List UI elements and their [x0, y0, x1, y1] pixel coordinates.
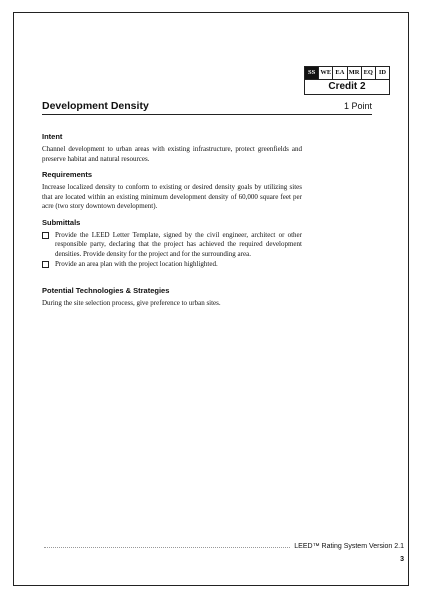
category-eq: EQ [362, 67, 376, 79]
submittal-item [42, 260, 302, 270]
category-id: ID [378, 69, 387, 76]
category-ss: SS [305, 67, 319, 79]
submittal-item [42, 231, 302, 260]
category-we: WE [319, 67, 333, 79]
credit-title-row [42, 100, 372, 115]
intent-heading: Intent [42, 132, 63, 141]
credit-label: Credit 2 [328, 81, 366, 92]
intent-text: Channel development to urban areas with existing infrastructure, protect greenfields and preserve habitat and natural resources. [42, 145, 302, 163]
footer-version: LEED™ Rating System Version 2.1 [290, 543, 404, 550]
category-mr: MR [348, 67, 362, 79]
submittal-item-text: Provide the LEED Letter Template, signed by the civil engineer, architect or other responsible party, declaring that the project has achieved the required development densities. Provide density for the project and for the surrounding area. [55, 230, 302, 258]
category-ea: EA [333, 67, 347, 79]
credit-title: Development Density [42, 100, 149, 112]
page-number: 3 [400, 556, 404, 563]
strategies-text: During the site selection process, give preference to urban sites. [42, 298, 221, 307]
credit-points: 1 Point [343, 101, 372, 111]
submittals-list [42, 231, 302, 270]
checkbox-icon [42, 261, 49, 268]
category-row [305, 67, 389, 80]
credit-category-box [304, 66, 390, 95]
credit-content [42, 132, 302, 314]
submittals-heading: Submittals [42, 217, 81, 227]
submittal-item-text: Provide an area plan with the project location highlighted. [55, 260, 218, 268]
strategies-heading: Potential Technologies & Strategies [42, 285, 170, 295]
section-spacer [42, 276, 302, 286]
requirements-text: Increase localized density to conform to existing or desired density goals by utilizing sites that are located within an existing minimum development density of 60,000 square feet per acre (two story downtown development). [42, 183, 302, 210]
checkbox-icon [42, 232, 49, 239]
requirements-heading: Requirements [42, 170, 93, 179]
